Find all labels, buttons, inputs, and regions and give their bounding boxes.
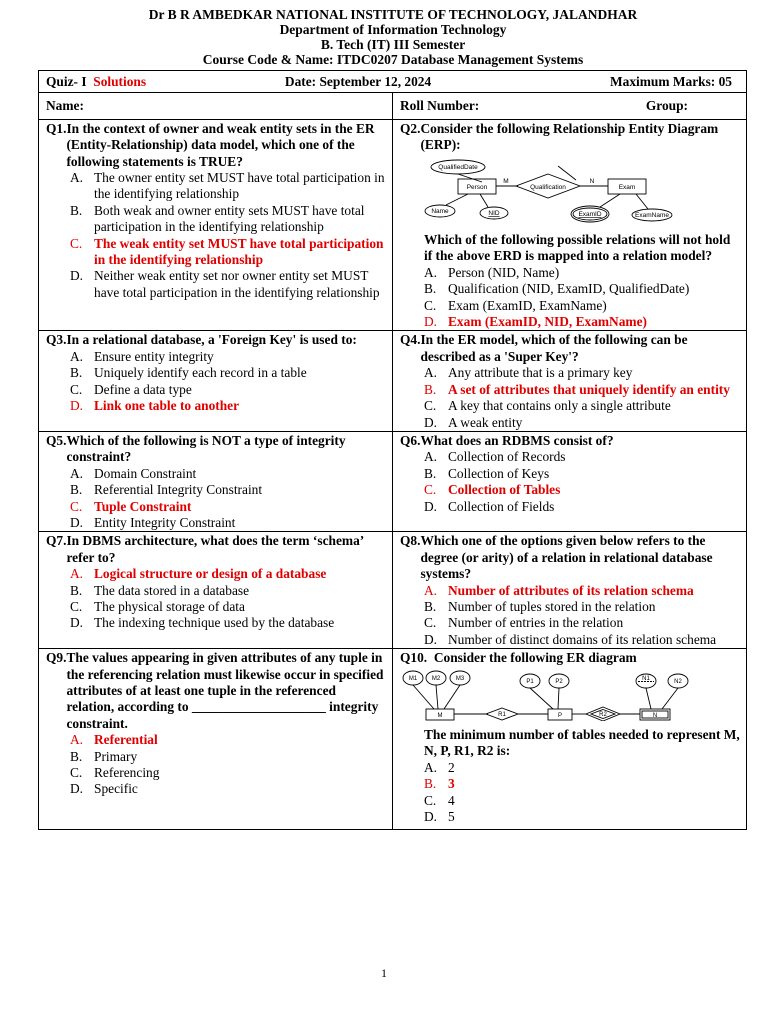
q6-option-d: D. Collection of Fields [424,498,555,514]
q4-option-a: A. Any attribute that is a primary key [424,365,633,381]
q1-option-a: A. The owner entity set MUST have total participation in the identifying relationship [70,170,385,202]
q7-option-b: B. The data stored in a database [70,582,250,598]
question-1: Q1. In the context of owner and weak entity sets in the ER (Entity-Relationship) data model, which one of the following statements is TRUE? A. The owner entity set MUST have total participation in the identifying relationship B. Both weak and owner entity sets MUST have total participation in the identifying relationship C. The weak entity set MUST have total participation in the identifying relationship D. Neither weak entity set nor owner entity set MUST have total participation in the identifying relationship [39,119,393,331]
course-line: Course Code & Name: ITDC0207 Database Management Systems [202,52,584,67]
q2-attr-examid: ExamID [578,210,602,218]
institute-name: Dr B R AMBEDKAR NATIONAL INSTITUTE OF TECHNOLOGY, JALANDHAR [148,7,638,22]
q5-option-a: A. Domain Constraint [70,465,197,481]
q10-relationship-r1: R1 [498,711,506,718]
q5-option-b: B. Referential Integrity Constraint [70,482,263,498]
q10-entity-n: N [652,712,658,719]
q10-entity-p: P [557,712,563,719]
q2-card-n: N [589,177,595,185]
q2-option-b: B. Qualification (NID, ExamID, QualifiedDate) [424,281,690,297]
q9-option-c: C. Referencing [70,765,160,781]
q8-option-d: D. Number of distinct domains of its relation schema [424,631,717,647]
q3-option-a: A. Ensure entity integrity [70,348,214,364]
question-8: Q8. Which one of the options given below refers to the degree (or arity) of a relation in relational database systems? A. Number of attributes of its relation schema B. Number of tuples stored in the relation C. Number of entries in the relation D. Number of distinct domains of its relation schema [393,532,747,649]
q10-attr-p1: P1 [526,678,534,685]
q10-option-d: D. 5 [424,809,455,825]
q7-option-a: A. Logical structure or design of a database [70,566,327,582]
q4-option-c: C. A key that contains only a single attribute [424,398,671,414]
q9-option-a: A. Referential [70,732,158,748]
q8-option-b: B. Number of tuples stored in the relation [424,598,656,614]
question-10: Q10. Consider the following ER diagram M1 M2 M3 M R1 P1 P2 P R2 N1 N2 N The minimum number of tables needed to represent M, N, P, R1, R2 is: A. 2 B. 3 C. 4 D. 5 [393,649,747,830]
quiz-date: Date: September 12, 2024 [284,74,432,89]
solutions-label: Solutions [93,74,147,89]
q7-option-c: C. The physical storage of data [70,598,245,614]
q6-option-c: C. Collection of Tables [424,482,561,498]
q10-relationship-r2: R2 [599,711,607,718]
q10-option-a: A. 2 [424,759,455,775]
q2-option-a: A. Person (NID, Name) [424,264,560,280]
q10-attr-n1: N1 [642,675,650,682]
q10-er-diagram [400,669,700,721]
quiz-table [38,70,747,830]
question-3: Q3. In a relational database, a 'Foreign Key' is used to: A. Ensure entity integrity B. Uniquely identify each record in a table C. Define a data type D. Link one table to another [39,331,393,431]
q10-option-b: B. 3 [424,776,455,792]
q5-option-c: C. Tuple Constraint [70,498,192,514]
q9-option-d: D. Specific [70,781,138,797]
q2-entity-exam: Exam [618,183,636,191]
q2-question-text: Which of the following possible relations will not hold if the above ERD is mapped into a relation model? [424,232,731,264]
max-marks: Maximum Marks: 05 [610,74,732,89]
q2-attr-examname: ExamName [635,211,669,219]
q8-option-a: A. Number of attributes of its relation schema [424,582,694,598]
question-2: Q2. Consider the following Relationship Entity Diagram (ERP): QualifiedDate Person Qualification Exam Name NID ExamID ExamName M N Which of the following possible relations will not hold if the above ERD is mapped into a relation model? A. Person (NID, Name) B. Qualification (NID, ExamID, QualifiedDate) C. Exam (ExamID, ExamName) D. Exam (ExamID, NID, ExamName) [393,119,747,331]
q2-option-c: C. Exam (ExamID, ExamName) [424,297,607,313]
q10-attr-m1: M1 [408,675,418,682]
semester-line: B. Tech (IT) III Semester [320,37,466,52]
group-label: Group: [645,98,688,114]
q10-question-text: The minimum number of tables needed to represent M, N, P, R1, R2 is: [424,727,740,759]
name-cell [39,93,393,119]
q9-option-b: B. Primary [70,748,138,764]
question-6: Q6. What does an RDBMS consist of? A. Collection of Records B. Collection of Keys C. Collection of Tables D. Collection of Fields [393,431,747,531]
q5-option-d: D. Entity Integrity Constraint [70,514,236,530]
q10-option-c: C. 4 [424,792,455,808]
q6-option-b: B. Collection of Keys [424,465,550,481]
q10-attr-m3: M3 [455,675,465,682]
page-number: 1 [381,966,387,980]
q10-attr-p2: P2 [555,678,563,685]
q3-option-b: B. Uniquely identify each record in a table [70,365,307,381]
question-7: Q7. In DBMS architecture, what does the term ‘schema’ refer to? A. Logical structure or design of a database B. The data stored in a database C. The physical storage of data D. The indexing technique used by the database [39,532,393,649]
document-header [40,7,746,67]
q3-option-d: D. Link one table to another [70,398,240,414]
q10-attr-n2: N2 [674,678,682,685]
q4-option-d: D. A weak entity [424,414,523,430]
q2-card-m: M [503,177,509,185]
q2-er-diagram [422,158,684,226]
q2-attr-name: Name [431,207,449,215]
q8-option-c: C. Number of entries in the relation [424,615,624,631]
question-5: Q5. Which of the following is NOT a type of integrity constraint? A. Domain Constraint B. Referential Integrity Constraint C. Tuple Constraint D. Entity Integrity Constraint [39,431,393,531]
q7-option-d: D. The indexing technique used by the database [70,615,335,631]
q2-option-d: D. Exam (ExamID, NID, ExamName) [424,314,647,330]
roll-group-cell [393,93,747,119]
department-name: Department of Information Technology [279,22,507,37]
q3-option-c: C. Define a data type [70,381,192,397]
q1-option-b: B. Both weak and owner entity sets MUST have total participation in the identifying relationship [70,202,365,235]
q2-relationship-qualification: Qualification [530,183,566,191]
quiz-info-row [39,71,747,93]
q2-attr-qualifieddate: QualifiedDate [438,163,478,171]
q6-option-a: A. Collection of Records [424,449,566,465]
quiz-title: Quiz- I Solutions [46,74,147,89]
q10-entity-m: M [437,712,443,719]
q2-entity-person: Person [466,183,488,191]
q2-attr-nid: NID [488,209,500,217]
q10-attr-m2: M2 [431,675,441,682]
roll-number-label: Roll Number: [400,98,480,114]
name-label: Name: [46,98,84,114]
q1-option-d: D. Neither weak entity set nor owner entity set MUST have total participation in the identifying relationship [70,268,380,300]
question-4: Q4. In the ER model, which of the following can be described as a 'Super Key'? A. Any attribute that is a primary key B. A set of attributes that uniquely identify an entity C. A key that contains only a single attribute D. A weak entity [393,331,747,431]
q1-option-c: C. The weak entity set MUST have total participation in the identifying relationship [70,235,384,268]
question-9: Q9. The values appearing in given attributes of any tuple in the referencing relation must likewise occur in specified attributes of at least one tuple in the referenced relation, according to ____________________ integrity constraint. A. Referential B. Primary C. Referencing D. Specific [39,649,393,830]
q4-option-b: B. A set of attributes that uniquely identify an entity [424,381,730,397]
